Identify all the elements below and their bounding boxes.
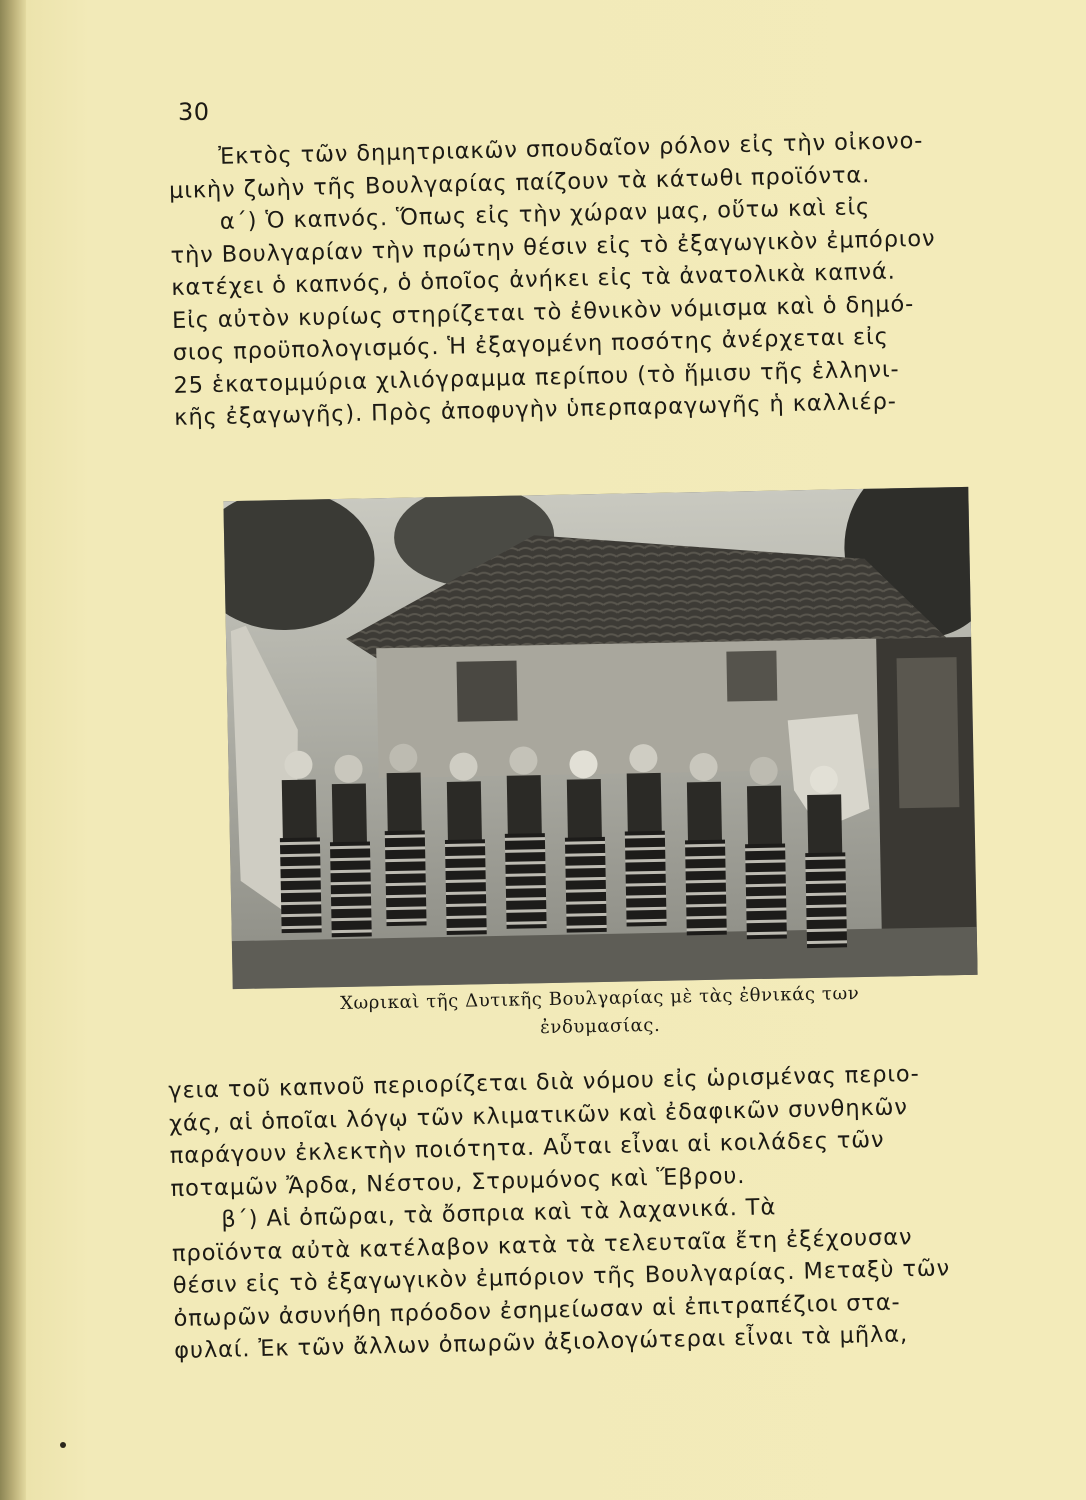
- text-line: Εἰς αὐτὸν κυρίως στηρίζεται τὸ ἐθνικὸν νόμισμα καὶ ὁ δημό-: [171, 290, 915, 334]
- bottom-paragraph: [168, 1055, 1034, 1367]
- text-line: β΄) Αἱ ὀπῶραι, τὰ ὄσπρια καὶ τὰ λαχανικά. Τὰ: [221, 1194, 777, 1233]
- page-number: 30: [178, 98, 210, 126]
- text-line: κῆς ἐξαγωγῆς). Πρὸς ἀποφυγὴν ὑπερπαραγωγῆς ἡ καλλιέρ-: [173, 388, 898, 431]
- text-line: ποταμῶν Ἄρδα, Νέστου, Στρυμόνος καὶ Ἕβρου.: [170, 1162, 746, 1202]
- caption-line-1: Χωρικαὶ τῆς Δυτικῆς Βουλγαρίας μὲ τὰς ἐθνικάς των: [339, 983, 860, 1014]
- photo-caption: [250, 978, 951, 1047]
- text-line: κατέχει ὁ καπνός, ὁ ὁποῖος ἀνήκει εἰς τὰ ἀνατολικὰ καπνά.: [171, 258, 896, 301]
- text-line: σιος προϋπολογισμός. Ἡ ἐξαγομένη ποσότης ἀνέρχεται εἰς: [172, 323, 889, 366]
- text-line: Ἐκτὸς τῶν δημητριακῶν σπουδαῖον ρόλον εἰς τὴν οἰκονο-: [218, 127, 924, 170]
- text-line: α΄) Ὁ καπνός. Ὅπως εἰς τὴν χώραν μας, οὕτω καὶ εἰς: [219, 194, 871, 235]
- text-line: θέσιν εἰς τὸ ἐξαγωγικὸν ἐμπόριον τῆς Βουλγαρίας. Μεταξὺ τῶν: [172, 1255, 951, 1299]
- caption-line-2: ἐνδυμασίας.: [539, 1014, 661, 1039]
- text-line: χάς, αἱ ὁποῖαι λόγῳ τῶν κλιματικῶν καὶ ἐδαφικῶν συνθηκῶν: [168, 1093, 909, 1137]
- text-line: γεια τοῦ καπνοῦ περιορίζεται διὰ νόμου εἰς ὡρισμένας περιο-: [168, 1060, 920, 1104]
- ink-speck: [60, 1442, 66, 1448]
- text-line: τὴν Βουλγαρίαν τὴν πρώτην θέσιν εἰς τὸ ἐξαγωγικὸν ἐμπόριον: [170, 225, 936, 269]
- book-binding-edge: [0, 0, 26, 1500]
- text-line: φυλαί. Ἐκ τῶν ἄλλων ὀπωρῶν ἀξιολογώτεραι εἶναι τὰ μῆλα,: [173, 1321, 909, 1364]
- text-line: παράγουν ἐκλεκτὴν ποιότητα. Αὗται εἶναι αἱ κοιλάδες τῶν: [169, 1126, 885, 1169]
- photo-frame: [223, 487, 977, 989]
- top-paragraph: [168, 122, 1034, 434]
- text-line: ὀπωρῶν ἀσυνήθη πρόοδον ἐσημείωσαν αἱ ἐπιτραπέζιοι στα-: [173, 1288, 901, 1332]
- text-line: προϊόντα αὐτὰ κατέλαβον κατὰ τὰ τελευταῖα ἔτη ἐξέχουσαν: [171, 1223, 913, 1267]
- text-line: 25 ἑκατομμύρια χιλιόγραμμα περίπου (τὸ ἥμισυ τῆς ἑλληνι-: [173, 355, 900, 399]
- village-women-photo: [223, 487, 977, 989]
- text-line: μικὴν ζωὴν τῆς Βουλγαρίας παίζουν τὰ κάτωθι προϊόντα.: [168, 161, 871, 204]
